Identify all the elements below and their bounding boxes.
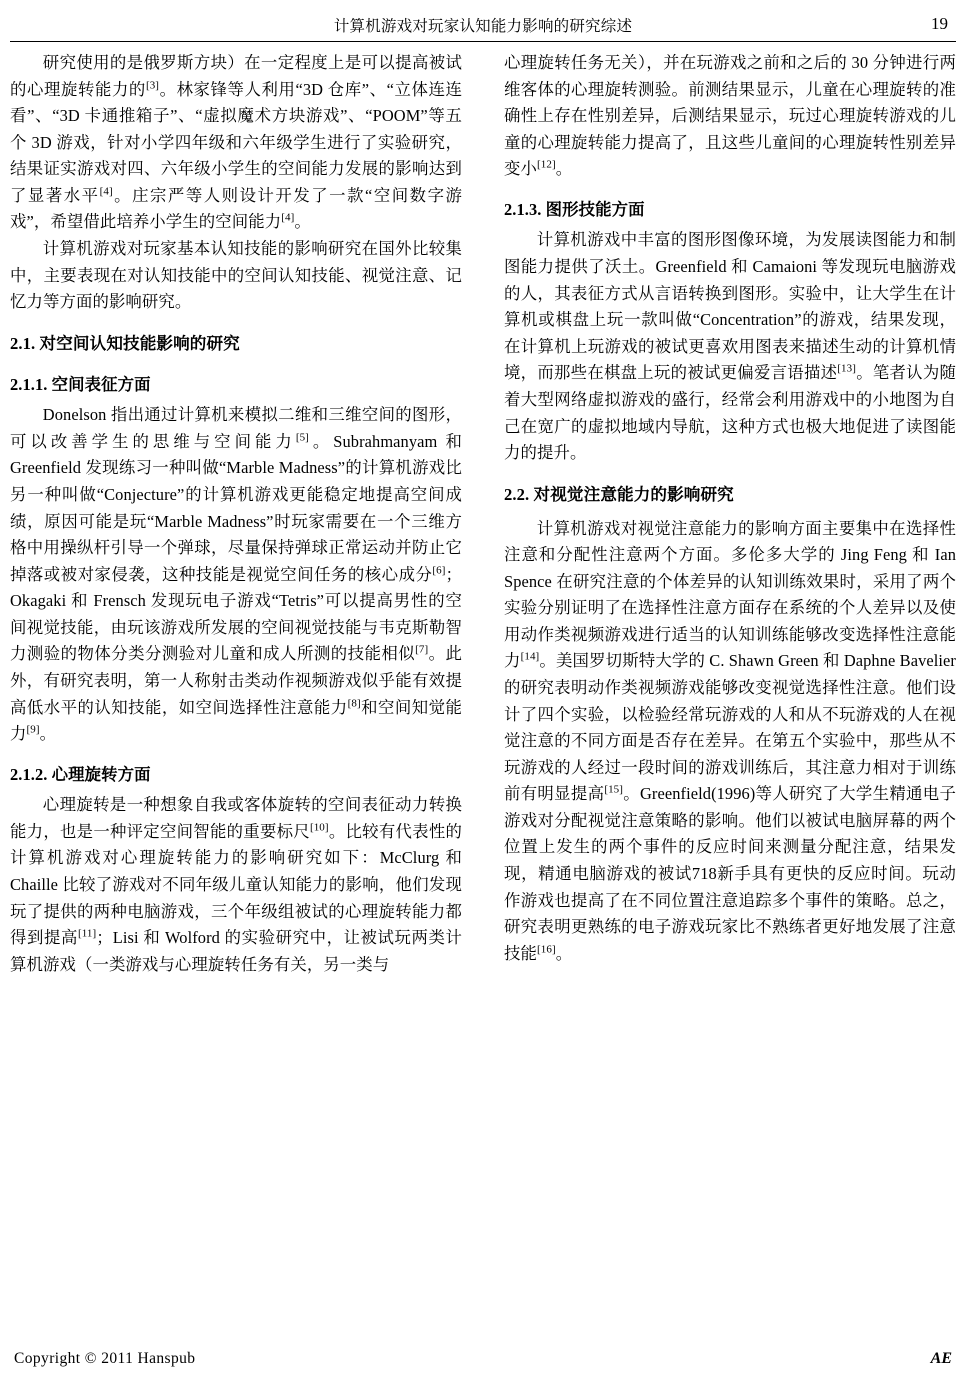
right-column bbox=[504, 50, 956, 1320]
paragraph-basic-cognitive-skills: 计算机游戏对玩家基本认知技能的影响研究在国外比较集中，主要表现在对认知技能中的空间认知技能、视觉注意、记忆力等方面的影响研究。 bbox=[10, 239, 462, 312]
paragraph-spatial-representation: Donelson 指出通过计算机来模拟二维和三维空间的图形，可以改善学生的思维与空间能力[5]。Subrahmanyam 和 Greenfield 发现练习一种叫做“Marble Madness”的计算机游戏比另一种叫做“Conjecture”的计算机游戏更能稳定地提高空间成绩，原因可能是玩“Marble Madness”时玩家需要在一个三维方格中用操纵杆引导一个弹球，尽量保持弹球正常运动并防止它掉落或被对家侵袭，这种技能是视觉空间任务的核心成分[6]；Okagaki 和 Frensch 发现玩电子游戏“Tetris”可以提高男性的空间视觉技能，由玩该游戏所发展的空间视觉技能与韦克斯勒智力测验的物体分类分测验对儿童和成人所测的技能相似[7]。此外，有研究表明，第一人称射击类动作视频游戏似乎能有效提高低水平的认知技能，如空间选择性注意能力[8]和空间知觉能力[9]。 bbox=[10, 405, 462, 744]
page-footer bbox=[0, 1350, 966, 1368]
heading-2-2: 2.2. 对视觉注意能力的影响研究 bbox=[504, 484, 734, 504]
paragraph-mental-rotation-cont: 心理旋转任务无关），并在玩游戏之前和之后的 30 分钟进行两维客体的心理旋转测验。前测结果显示，儿童在心理旋转的准确性上存在性别差异，后测结果显示，玩过心理旋转游戏的儿童的心理旋转能力提高了，且这些儿童间的心理旋转性别差异变小[12]。 bbox=[504, 53, 956, 179]
copyright-text: Copyright © 2011 Hanspub bbox=[14, 1350, 196, 1367]
heading-2-1-2: 2.1.2. 心理旋转方面 bbox=[10, 764, 151, 784]
left-column bbox=[10, 50, 462, 1320]
two-column-body bbox=[10, 50, 956, 1320]
heading-2-1-1: 2.1.1. 空间表征方面 bbox=[10, 374, 151, 394]
running-head bbox=[0, 14, 966, 40]
running-head-title: 计算机游戏对玩家认知能力影响的研究综述 bbox=[333, 18, 633, 35]
journal-abbreviation: AE bbox=[930, 1350, 952, 1367]
page-number: 19 bbox=[931, 14, 948, 33]
paragraph-graphic-skills: 计算机游戏中丰富的图形图像环境，为发展读图能力和制图能力提供了沃土。Greenfield 和 Camaioni 等发现玩电脑游戏的人，其表征方式从言语转换到图形。实验中，让大学生在计算机或棋盘上玩一款叫做“Concentration”的游戏，结果发现，在计算机上玩游戏的被试更喜欢用图表来描述生动的计算机情境，而那些在棋盘上玩的被试更偏爱言语描述[13]。笔者认为随着大型网络虚拟游戏的盛行，经常会利用游戏中的小地图为自己在宽广的虚拟地域内导航，这种方式也极大地促进了读图能力的提升。 bbox=[504, 230, 956, 463]
header-rule bbox=[10, 41, 956, 42]
paragraph-mental-rotation: 心理旋转是一种想象自我或客体旋转的空间表征动力转换能力，也是一种评定空间智能的重要标尺[10]。比较有代表性的计算机游戏对心理旋转能力的影响研究如下：McClurg 和 Chaille 比较了游戏对不同年级儿童认知能力的影响，他们发现玩了提供的两种电脑游戏，三个年级组被试的心理旋转能力都得到提高[11]；Lisi 和 Wolford 的实验研究中，让被试玩两类计算机游戏（一类游戏与心理旋转任务有关，另一类与 bbox=[10, 795, 462, 974]
paragraph-visual-attention: 计算机游戏对视觉注意能力的影响方面主要集中在选择性注意和分配性注意两个方面。多伦多大学的 Jing Feng 和 Ian Spence 在研究注意的个体差异的认知训练效果时，采用了两个实验分别证明了在选择性注意方面存在系统的个人差异以及使用动作类视频游戏进行适当的认知训练能够改变选择性注意能力[14]。美国罗切斯特大学的 C. Shawn Green 和 Daphne Bavelier 的研究表明动作类视频游戏能够改变视觉选择性注意。他们设计了四个实验，以检验经常玩游戏的人和从不玩游戏的人在视觉注意的不同方面是否存在差异。在第五个实验中，那些从不玩游戏的人经过一段时间的游戏训练后，其注意力相对于训练前有明显提高[15]。Greenfield(1996)等人研究了大学生精通电子游戏对分配视觉注意策略的影响。他们以被试电脑屏幕的两个位置上发生的两个事件的反应时间来测量分配注意，结果发现，精通电脑游戏的被试718新手具有更快的反应时间。玩动作游戏也提高了在不同位置注意追踪多个事件的策略。总之，研究表明更熟练的电子游戏玩家比不熟练者更好地发展了注意技能[16]。 bbox=[504, 518, 957, 963]
paragraph-tetris-spatial: 研究使用的是俄罗斯方块）在一定程度上是可以提高被试的心理旋转能力的[3]。林家锋等人利用“3D 仓库”、“立体连连看”、“3D 卡通推箱子”、“虚拟魔术方块游戏”、“POOM”等五个 3D 游戏，针对小学四年级和六年级学生进行了实验研究，结果证实游戏对四、六年级小学生的空间能力发展的影响达到了显著水平[4]。庄宗严等人则设计开发了一款“空间数字游戏”，希望借此培养小学生的空间能力[4]。 bbox=[10, 53, 462, 232]
heading-2-1-3: 2.1.3. 图形技能方面 bbox=[504, 199, 645, 219]
heading-2-1: 2.1. 对空间认知技能影响的研究 bbox=[10, 333, 240, 353]
